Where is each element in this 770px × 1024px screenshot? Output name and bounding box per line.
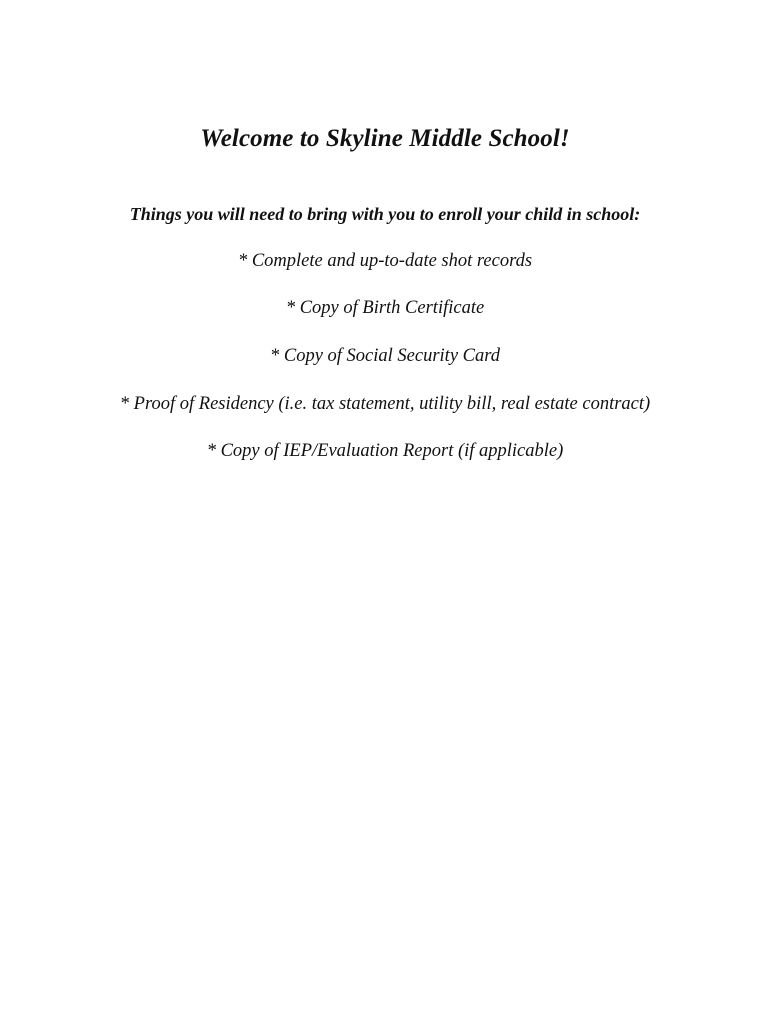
- requirement-proof-of-residency: * Proof of Residency (i.e. tax statement, utility bill, real estate contract): [119, 394, 651, 414]
- requirement-social-security-card: * Copy of Social Security Card: [269, 346, 501, 366]
- requirement-shot-records: * Complete and up-to-date shot records: [237, 251, 533, 271]
- page-title: Welcome to Skyline Middle School!: [200, 125, 570, 152]
- requirement-iep-report: * Copy of IEP/Evaluation Report (if applicable): [206, 441, 564, 461]
- requirement-birth-certificate: * Copy of Birth Certificate: [285, 298, 485, 318]
- intro-heading: Things you will need to bring with you to enroll your child in school:: [129, 204, 641, 224]
